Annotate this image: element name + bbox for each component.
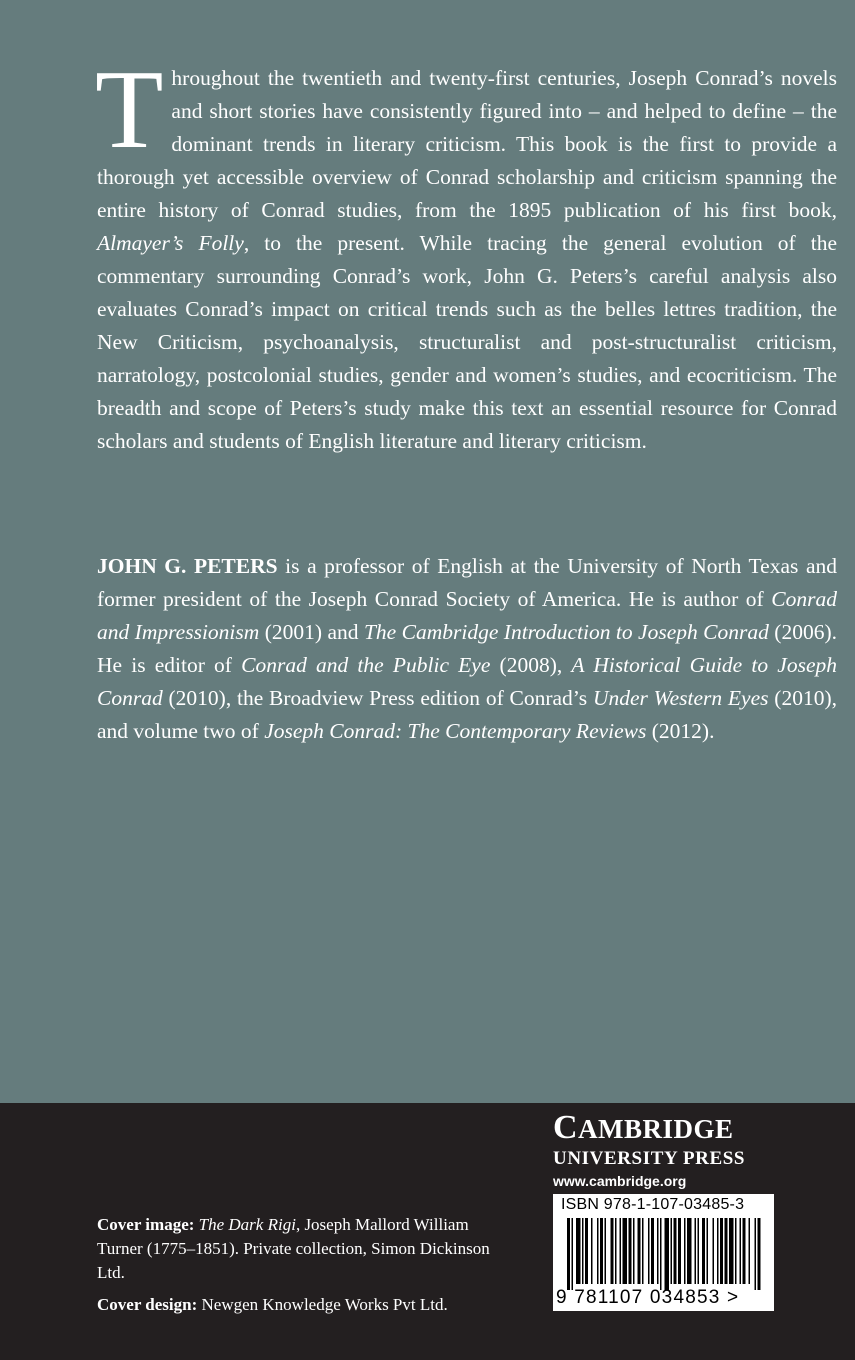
barcode-bar — [615, 1218, 617, 1284]
barcode-bar — [657, 1218, 659, 1284]
bio-text: (2010), the Broadview Press edition of Conrad’s — [162, 686, 593, 710]
cover-design-credit — [97, 1293, 517, 1317]
publisher-url: www.cambridge.org — [553, 1173, 687, 1189]
bio-text: (2010), and volume two of — [97, 686, 837, 743]
barcode-bar — [638, 1218, 641, 1284]
footer-band — [0, 1103, 855, 1360]
barcode-bar — [687, 1218, 692, 1284]
publisher-name — [553, 1108, 775, 1149]
barcode-bar — [665, 1218, 670, 1290]
barcode-bar — [702, 1218, 705, 1284]
barcode-bar — [743, 1218, 746, 1284]
book-title: Joseph Conrad: The Contemporary Reviews — [264, 719, 647, 743]
cover-design-label: Cover design: — [97, 1295, 198, 1314]
barcode-bar — [749, 1218, 751, 1284]
barcode-bar — [585, 1218, 588, 1284]
barcode-bar — [611, 1218, 614, 1284]
publisher-name-initial: C — [553, 1109, 579, 1146]
barcode-bar — [660, 1218, 662, 1290]
barcode-bar — [629, 1218, 632, 1284]
barcode-digits: 9 781107 034853 > — [556, 1287, 740, 1308]
barcode-bar — [717, 1218, 719, 1284]
book-title: Under Western Eyes — [592, 686, 769, 710]
barcode-bar — [758, 1218, 761, 1290]
barcode-bar — [620, 1218, 622, 1284]
book-title: A Historical Guide to Joseph Conrad — [97, 653, 837, 710]
barcode-bar — [591, 1218, 593, 1284]
author-name: JOHN G. PETERS — [97, 554, 278, 578]
publisher-name-rest: AMBRIDGE — [578, 1114, 734, 1144]
cover-image-credit — [97, 1213, 517, 1285]
description-text-2: , to the present. While tracing the general evolution of the commentary surrounding Conrad’s work, John G. Peters’s careful analysis also evaluates Conrad’s impact on critical trends such as the belles lettres tradition, the New Criticism, psychoanalysis, structuralist and post-structuralist criticism, narratology, postcolonial studies, gender and women’s studies, and ecocriticism. The breadth and scope of Peters’s study make this text an essential resource for Conrad scholars and students of English literature and literary criticism. — [97, 231, 838, 453]
book-description — [95, 48, 838, 458]
barcode-bar — [572, 1218, 574, 1290]
barcode-bar — [651, 1218, 654, 1284]
barcode-bar — [720, 1218, 723, 1284]
barcode-box — [553, 1194, 774, 1311]
publisher-subtitle: UNIVERSITY PRESS — [553, 1148, 746, 1169]
description-text-1: hroughout the twentieth and twenty-first centuries, Joseph Conrad’s novels and short stories have consistently figured into – and helped to define – the dominant trends in literary criticism. This book is the first to provide a thorough yet accessible overview of Conrad scholarship and criticism spanning the entire history of Conrad studies, from the 1895 publication of his first book, — [97, 66, 837, 222]
barcode-bar — [755, 1218, 757, 1290]
cover-image-title: The Dark Rigi — [198, 1215, 296, 1234]
cover-design-text: Newgen Knowledge Works Pvt Ltd. — [197, 1295, 448, 1314]
bio-text: (2008), — [490, 653, 572, 677]
title-almayers-folly: Almayer’s Folly — [97, 231, 244, 255]
barcode-bar — [623, 1218, 628, 1284]
barcode-bar — [605, 1218, 607, 1284]
barcode-bar — [707, 1218, 709, 1284]
bio-text: is a professor of English at the University of North Texas and former president of the Joseph Conrad Society of America. He is author of — [97, 554, 837, 611]
barcode-bar — [740, 1218, 742, 1284]
cover-credits — [97, 1213, 517, 1325]
bio-text: (2001) and — [259, 620, 364, 644]
cover-image-text: , Joseph Mallord William Turner (1775–1851). Private collection, Simon Dickinson Ltd. — [97, 1215, 490, 1282]
barcode-bar — [674, 1218, 677, 1284]
book-title: The Cambridge Introduction to Joseph Conrad — [363, 620, 769, 644]
bio-text: (2012). — [646, 719, 715, 743]
barcode-bar — [600, 1218, 603, 1284]
publisher-logo — [553, 1108, 775, 1189]
drop-cap: T — [95, 48, 164, 172]
barcode-bar — [713, 1218, 715, 1284]
author-bio — [97, 550, 837, 748]
barcode-bar — [567, 1218, 570, 1290]
barcode-bar — [684, 1218, 686, 1284]
barcode-bar — [729, 1218, 734, 1284]
barcode-bar — [725, 1218, 728, 1284]
barcode-bar — [671, 1218, 673, 1284]
barcode-bar — [642, 1218, 644, 1284]
barcode-bar — [678, 1218, 681, 1284]
book-title: Conrad and the Public Eye — [241, 653, 491, 677]
barcode-bar — [735, 1218, 737, 1284]
barcode-bar — [648, 1218, 650, 1284]
barcode-bar — [695, 1218, 697, 1284]
cover-image-label: Cover image: — [97, 1215, 195, 1234]
barcode-bar — [698, 1218, 700, 1284]
bio-text: (2006). He is editor of — [97, 620, 837, 677]
isbn-number: ISBN 978-1-107-03485-3 — [561, 1196, 745, 1213]
book-title: Conrad and Impressionism — [97, 587, 837, 644]
barcode-bar — [582, 1218, 584, 1284]
barcode-bar — [576, 1218, 581, 1284]
barcode-bar — [633, 1218, 635, 1284]
barcode-bar — [597, 1218, 599, 1284]
